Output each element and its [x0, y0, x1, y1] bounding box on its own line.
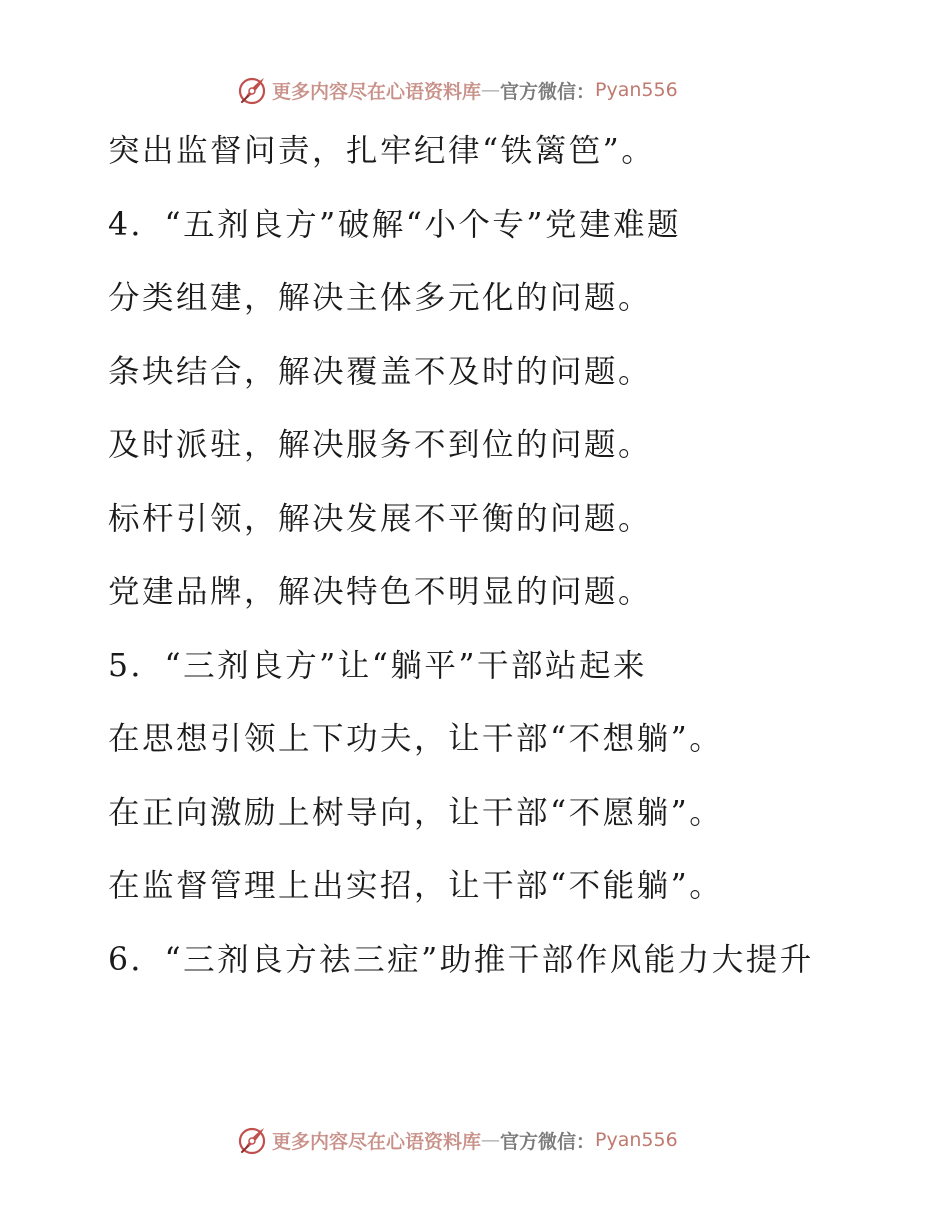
watermark-main-text: 更多内容尽在心语资料库 [272, 80, 482, 103]
text-line: 在思想引领上下功夫，让干部“不想躺”。 [108, 721, 724, 757]
text-line: 条块结合，解决覆盖不及时的问题。 [108, 353, 653, 390]
footer-watermark [236, 1123, 678, 1157]
text-line: 分类组建，解决主体多元化的问题。 [108, 280, 653, 316]
quill-pen-logo-icon [236, 1124, 268, 1156]
section-heading: 6．“三剂良方祛三症”助推干部作风能力大提升 [108, 941, 814, 978]
watermark-wechat-id: Pyan556 [595, 79, 678, 101]
text-line: 党建品牌，解决特色不明显的问题。 [108, 574, 653, 610]
text-line: 在监督管理上出实招，让干部“不能躺”。 [108, 868, 724, 904]
watermark-main-text: 更多内容尽在心语资料库 [272, 1130, 482, 1153]
text-line: 在正向激励上树导向，让干部“不愿躺”。 [108, 794, 724, 831]
watermark-official-label: 官方微信： [500, 80, 596, 103]
text-line: 及时派驻，解决服务不到位的问题。 [108, 427, 653, 463]
section-heading: 4．“五剂良方”破解“小个专”党建难题 [108, 206, 681, 243]
document-body [108, 124, 908, 1006]
quill-pen-logo-icon [236, 74, 268, 106]
section-heading: 5．“三剂良方”让“躺平”干部站起来 [108, 647, 647, 684]
watermark-official-label: 官方微信： [500, 1130, 596, 1153]
watermark-wechat-id: Pyan556 [595, 1129, 678, 1151]
watermark-dash: — [481, 1129, 501, 1151]
watermark-dash: — [481, 79, 501, 101]
text-line: 标杆引领，解决发展不平衡的问题。 [108, 500, 653, 537]
header-watermark [236, 73, 678, 107]
text-line: 突出监督问责，扎牢纪律“铁篱笆”。 [108, 133, 656, 169]
